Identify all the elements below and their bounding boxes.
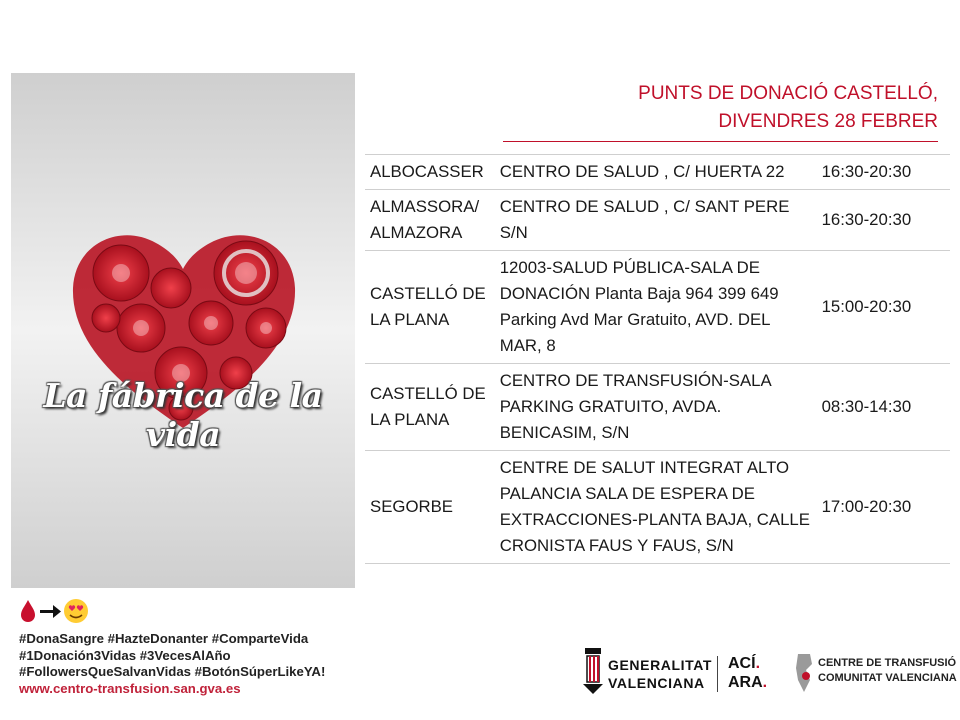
slogan-text: La fábrica de la vida <box>43 376 323 454</box>
poster-image <box>11 73 355 588</box>
drop-arrow-heart-eyes-icon <box>19 598 91 624</box>
table-row <box>365 251 950 364</box>
town-cell: CASTELLÓ DE LA PLANA <box>365 251 495 364</box>
time-cell: 08:30-14:30 <box>817 364 950 451</box>
place-cell: CENTRE DE SALUT INTEGRAT ALTO PALANCIA SALA DE ESPERA DE EXTRACCIONES-PLANTA BAJA, CALLE CRONISTA FAUS Y FAUS, S/N <box>495 451 817 564</box>
gva-line2: VALENCIANA <box>608 675 705 691</box>
time-cell: 16:30-20:30 <box>817 155 950 190</box>
logo-separator <box>717 656 718 692</box>
page-subtitle-date: DIVENDRES 28 FEBRER <box>718 111 938 132</box>
transfusion-center-logo-text <box>818 656 957 686</box>
title-divider <box>503 141 938 142</box>
place-cell: 12003-SALUD PÚBLICA-SALA DE DONACIÓN Planta Baja 964 399 649 Parking Avd Mar Gratuito, AVD. DEL MAR, 8 <box>495 251 817 364</box>
table-row <box>365 451 950 564</box>
hashtag-line: #1Donación3Vidas #3VecesAlAño <box>19 647 231 663</box>
gear-heart-illustration <box>11 73 355 588</box>
generalitat-crest-icon <box>581 644 605 696</box>
ara-text: ARA <box>728 674 763 691</box>
time-cell: 16:30-20:30 <box>817 190 950 251</box>
aci-ara-logo: ACÍ. ARA. <box>728 655 768 691</box>
place-cell: CENTRO DE TRANSFUSIÓN-SALA PARKING GRATUITO, AVDA. BENICASIM, S/N <box>495 364 817 451</box>
town-cell: ALMASSORA/ ALMAZORA <box>365 190 495 251</box>
table-row <box>365 364 950 451</box>
gva-line1: GENERALITAT <box>608 657 713 673</box>
ct-line1: CENTRE DE TRANSFUSIÓ <box>818 657 957 669</box>
time-cell: 17:00-20:30 <box>817 451 950 564</box>
town-cell: ALBOCASSER <box>365 155 495 190</box>
place-cell: CENTRO DE SALUD , C/ HUERTA 22 <box>495 155 817 190</box>
town-cell: CASTELLÓ DE LA PLANA <box>365 364 495 451</box>
donation-points-table <box>365 154 950 564</box>
page-title: PUNTS DE DONACIÓ CASTELLÓ, <box>638 83 938 104</box>
town-cell: SEGORBE <box>365 451 495 564</box>
website-link[interactable]: www.centro-transfusion.san.gva.es <box>19 680 241 696</box>
hashtag-line: #DonaSangre #HazteDonanter #ComparteVida <box>19 631 309 646</box>
time-cell: 15:00-20:30 <box>817 251 950 364</box>
ct-line2: COMUNITAT VALENCIANA <box>818 672 957 684</box>
table-row <box>365 190 950 251</box>
table-row <box>365 155 950 190</box>
aci-text: ACÍ <box>728 655 756 672</box>
hashtags-block <box>19 631 325 697</box>
hashtag-line: #FollowersQueSalvanVidas #BotónSúperLikeYA! <box>19 664 326 679</box>
transfusion-center-icon <box>792 650 816 696</box>
place-cell: CENTRO DE SALUD , C/ SANT PERE S/N <box>495 190 817 251</box>
generalitat-logo-text <box>608 656 712 692</box>
